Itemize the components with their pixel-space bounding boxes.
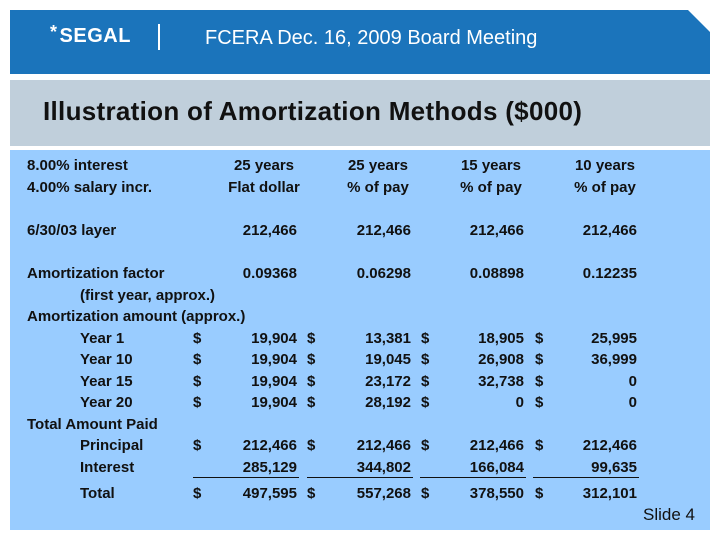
- stub-salary: 4.00% salary incr.: [27, 179, 153, 196]
- layer-value: 212,466: [356, 222, 411, 239]
- column-header-line1: 25 years: [233, 157, 295, 174]
- interest-value: 285,129: [242, 459, 297, 476]
- currency-sign: $: [193, 330, 202, 347]
- factor-note: (first year, approx.): [80, 287, 216, 304]
- currency-sign: $: [535, 373, 544, 390]
- interest-value: 99,635: [591, 459, 637, 476]
- total-value: 497,595: [242, 485, 297, 502]
- factor-value: 0.12235: [582, 265, 637, 282]
- currency-sign: $: [535, 485, 544, 502]
- currency-sign: $: [421, 485, 430, 502]
- amount-value: 36,999: [591, 351, 637, 368]
- amount-value: 19,045: [365, 351, 411, 368]
- logo-text: SEGAL: [59, 25, 131, 47]
- currency-sign: $: [535, 394, 544, 411]
- slide-number: Slide 4: [643, 505, 695, 524]
- column-header-line2: % of pay: [347, 179, 409, 196]
- amount-value: 25,995: [591, 330, 637, 347]
- amount-label: Amortization amount (approx.): [27, 308, 246, 325]
- currency-sign: $: [307, 330, 316, 347]
- layer-value: 212,466: [242, 222, 297, 239]
- principal-label: Principal: [80, 437, 144, 454]
- currency-sign: $: [193, 373, 202, 390]
- principal-value: 212,466: [582, 437, 637, 454]
- currency-sign: $: [421, 394, 430, 411]
- layer-label: 6/30/03 layer: [27, 222, 117, 239]
- amount-value: 13,381: [365, 330, 411, 347]
- principal-value: 212,466: [242, 437, 297, 454]
- currency-sign: $: [307, 373, 316, 390]
- factor-value: 0.08898: [469, 265, 524, 282]
- subtotal-underline: [307, 477, 413, 478]
- amount-value: 19,904: [251, 330, 297, 347]
- currency-sign: $: [193, 485, 202, 502]
- column-header-line2: % of pay: [460, 179, 522, 196]
- amount-row-label: Year 1: [80, 330, 125, 347]
- column-header-line2: Flat dollar: [228, 179, 300, 196]
- amount-value: 0: [515, 394, 524, 411]
- amount-value: 26,908: [478, 351, 524, 368]
- amount-row-label: Year 15: [80, 373, 133, 390]
- currency-sign: $: [535, 330, 544, 347]
- currency-sign: $: [535, 351, 544, 368]
- slide-title: Illustration of Amortization Methods ($000): [43, 96, 583, 126]
- subtotal-underline: [193, 477, 299, 478]
- total-value: 378,550: [469, 485, 524, 502]
- total-paid-label: Total Amount Paid: [27, 416, 158, 433]
- layer-value: 212,466: [582, 222, 637, 239]
- currency-sign: $: [307, 351, 316, 368]
- factor-value: 0.09368: [242, 265, 297, 282]
- amount-value: 18,905: [478, 330, 524, 347]
- column-header-line1: 10 years: [574, 157, 636, 174]
- amount-value: 0: [628, 373, 637, 390]
- currency-sign: $: [193, 351, 202, 368]
- currency-sign: $: [535, 437, 544, 454]
- meeting-title: FCERA Dec. 16, 2009 Board Meeting: [205, 27, 538, 49]
- amount-value: 28,192: [365, 394, 411, 411]
- column-header-line2: % of pay: [574, 179, 636, 196]
- subtotal-underline: [533, 477, 639, 478]
- logo-star-icon: *: [50, 22, 58, 42]
- layer-value: 212,466: [469, 222, 524, 239]
- amount-value: 0: [628, 394, 637, 411]
- amount-value: 19,904: [251, 351, 297, 368]
- currency-sign: $: [421, 351, 430, 368]
- factor-label: Amortization factor: [27, 265, 165, 282]
- column-header-line1: 15 years: [460, 157, 522, 174]
- logo-divider: [158, 24, 160, 50]
- total-value: 557,268: [356, 485, 411, 502]
- segal-logo: [50, 22, 131, 48]
- amount-row-label: Year 20: [80, 394, 133, 411]
- interest-label: Interest: [80, 459, 135, 476]
- interest-value: 344,802: [356, 459, 411, 476]
- header-corner-notch: [688, 10, 710, 32]
- interest-value: 166,084: [469, 459, 524, 476]
- currency-sign: $: [193, 437, 202, 454]
- amount-value: 23,172: [365, 373, 411, 390]
- factor-value: 0.06298: [356, 265, 411, 282]
- column-header-line1: 25 years: [347, 157, 409, 174]
- subtotal-underline: [420, 477, 526, 478]
- amount-value: 32,738: [478, 373, 524, 390]
- principal-value: 212,466: [469, 437, 524, 454]
- amount-value: 19,904: [251, 373, 297, 390]
- amount-value: 19,904: [251, 394, 297, 411]
- currency-sign: $: [307, 394, 316, 411]
- currency-sign: $: [307, 437, 316, 454]
- principal-value: 212,466: [356, 437, 411, 454]
- currency-sign: $: [421, 330, 430, 347]
- total-value: 312,101: [582, 485, 637, 502]
- total-label: Total: [80, 485, 115, 502]
- currency-sign: $: [193, 394, 202, 411]
- currency-sign: $: [307, 485, 316, 502]
- currency-sign: $: [421, 437, 430, 454]
- currency-sign: $: [421, 373, 430, 390]
- amount-row-label: Year 10: [80, 351, 133, 368]
- stub-interest: 8.00% interest: [27, 157, 128, 174]
